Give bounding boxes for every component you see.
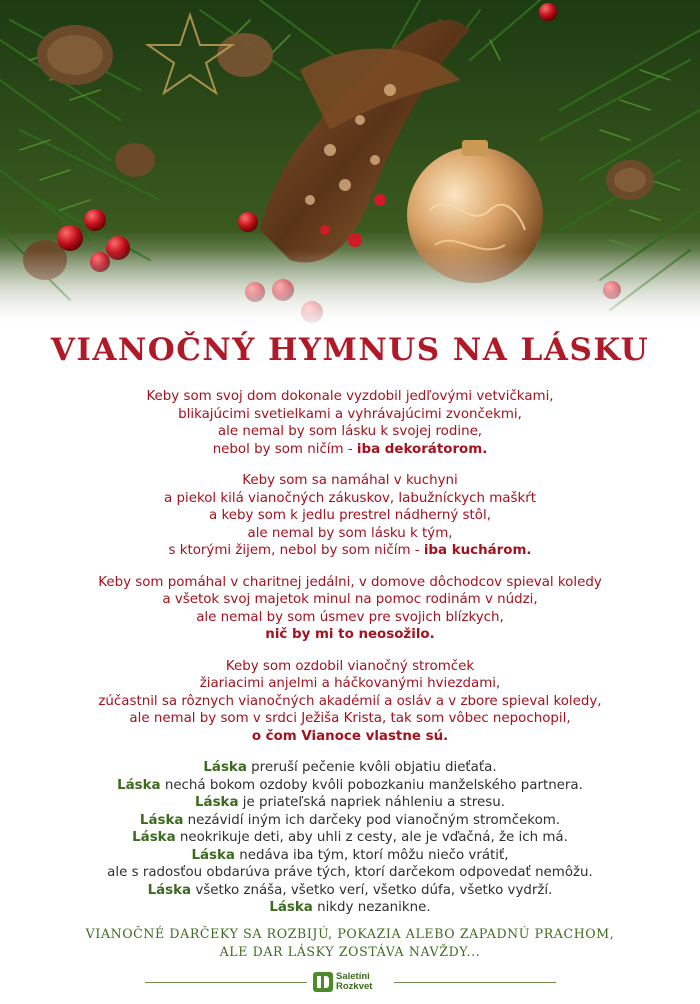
love-line: Láska neokrikuje deti, aby uhli z cesty, ale je vďačná, že ich má.	[132, 830, 568, 845]
stanza-emphasis: iba kuchárom.	[423, 543, 532, 558]
stanza	[0, 658, 700, 746]
stanza-line: a keby som k jedlu prestrel nádherný stôl,	[209, 508, 491, 523]
stanza	[0, 388, 700, 458]
love-line: Láska preruší pečenie kvôli objatiu dieťaťa.	[203, 760, 497, 775]
logo-line2: Rozkvet	[336, 981, 373, 992]
footer-divider-left	[145, 982, 307, 983]
love-line: Láska je priateľská napriek náhleniu a stresu.	[195, 795, 505, 810]
logo-icon	[313, 972, 333, 992]
stanza	[0, 472, 700, 560]
stanza-line	[0, 626, 700, 644]
love-keyword: Láska	[132, 830, 176, 845]
stanza-line: Keby som svoj dom dokonale vyzdobil jedľovými vetvičkami,	[146, 389, 554, 404]
saletini-logo	[313, 970, 391, 994]
stanza-emphasis: iba dekorátorom.	[356, 441, 488, 457]
stanza-line: nebol by som ničím - iba dekorátorom.	[212, 441, 488, 457]
stanza-line: ale nemal by som lásku k tým,	[247, 525, 453, 541]
page-title: VIANOČNÝ HYMNUS NA LÁSKU	[50, 332, 650, 368]
love-line: Láska nikdy nezanikne.	[269, 900, 431, 915]
poem-stanzas	[0, 388, 700, 759]
love-line: ale s radosťou obdarúva práve tých, ktorí darčekom odpovedať nemôžu.	[107, 865, 593, 880]
logo-text	[336, 972, 372, 992]
closing-message	[0, 925, 700, 961]
stanza-line: Keby som pomáhal v charitnej jedálni, v domove dôchodcov spieval koledy	[98, 574, 602, 590]
stanza-emphasis: o čom Vianoce vlastne sú.	[251, 728, 449, 744]
love-verses	[0, 759, 700, 917]
stanza-line: s ktorými žijem, nebol by som ničím - iba kuchárom.	[168, 543, 532, 558]
logo-line1: Saletíni	[336, 971, 370, 982]
closing-line: VIANOČNÉ DARČEKY SA ROZBIJÚ, POKAZIA ALEBO ZAPADNÚ PRACHOM,	[85, 926, 615, 941]
footer-divider-right	[394, 982, 556, 983]
love-line: Láska nezávidí iným ich darčeky pod vianočným stromčekom.	[139, 812, 561, 828]
stanza-line: a všetok svoj majetok minul na pomoc rodinám v núdzi,	[162, 592, 538, 607]
stanza-line	[0, 728, 700, 746]
stanza-line: zúčastnil sa rôznych vianočných akadémií a osláv a v zbore spieval koledy,	[98, 693, 602, 709]
love-keyword: Láska	[117, 777, 161, 793]
stanza-line: Keby som ozdobil vianočný stromček	[225, 658, 475, 674]
love-keyword: Láska	[139, 812, 184, 828]
stanza-line: blikajúcimi svetielkami a vyhrávajúcimi zvončekmi,	[178, 406, 522, 422]
hero-christmas-image	[0, 0, 700, 330]
stanza-line: a piekol kilá vianočných zákuskov, labužníckych maškŕt	[164, 490, 536, 506]
love-line: Láska nechá bokom ozdoby kvôli pobozkaniu manželského partnera.	[117, 777, 583, 793]
love-keyword: Láska	[269, 900, 313, 915]
stanza-line: ale nemal by som úsmev pre svojich blízkych,	[196, 609, 504, 625]
love-line: Láska všetko znáša, všetko verí, všetko dúfa, všetko vydrží.	[147, 882, 553, 898]
footer	[0, 968, 700, 996]
stanza-line: ale nemal by som v srdci Ježiša Krista, tak som vôbec nepochopil,	[129, 711, 571, 726]
love-keyword: Láska	[195, 795, 239, 810]
stanza-line: ale nemal by som lásku k svojej rodine,	[217, 424, 483, 439]
love-line: Láska nedáva iba tým, ktorí môžu niečo vrátiť,	[191, 847, 509, 863]
christmas-decoration-illustration	[0, 0, 700, 330]
love-keyword: Láska	[203, 760, 247, 775]
love-keyword: Láska	[147, 882, 192, 898]
stanza-line: žiariacimi anjelmi a háčkovanými hviezdami,	[199, 676, 501, 691]
closing-line: ALE DAR LÁSKY ZOSTÁVA NAVŽDY...	[219, 944, 481, 959]
stanza-line: Keby som sa namáhal v kuchyni	[242, 473, 458, 488]
stanza	[0, 574, 700, 644]
stanza-emphasis: nič by mi to neosožilo.	[265, 627, 435, 642]
love-keyword: Láska	[191, 847, 235, 863]
